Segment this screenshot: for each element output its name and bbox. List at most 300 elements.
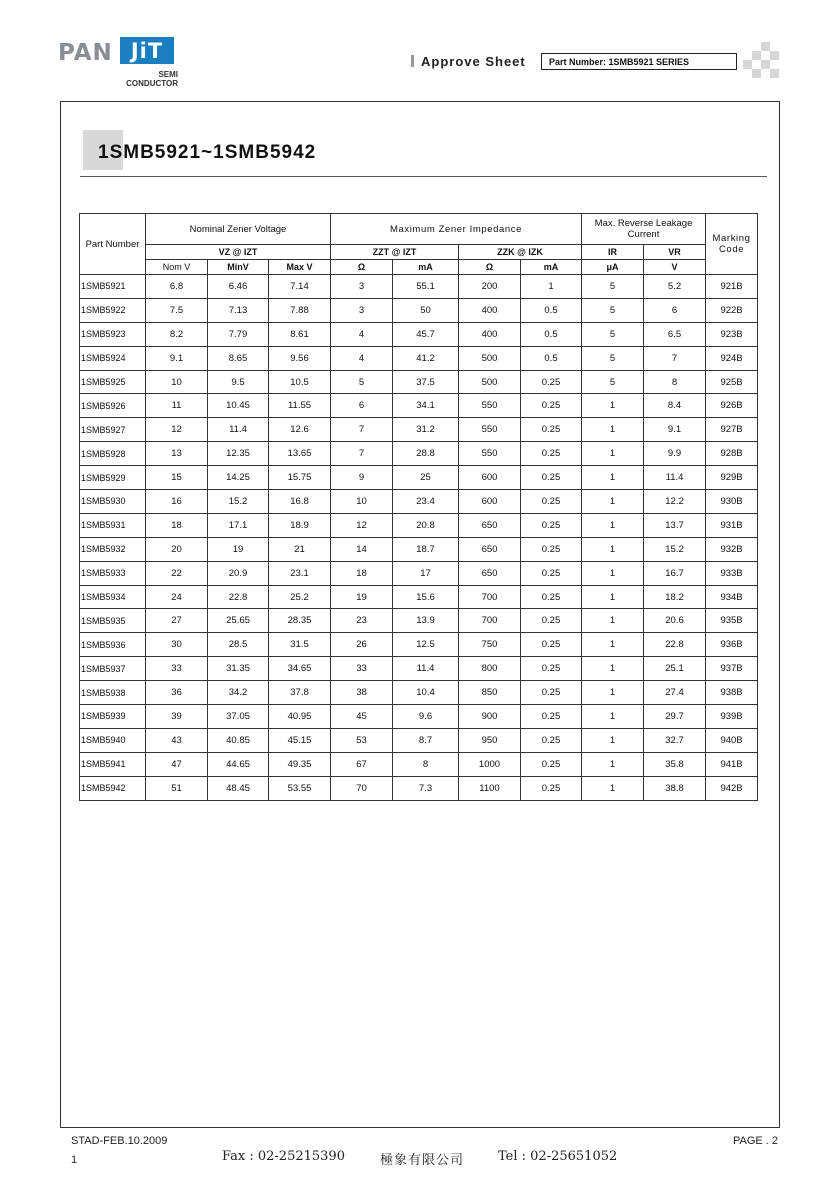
- cell-part-number: 1SMB5924: [80, 346, 146, 370]
- document-code: STAD-FEB.10.2009: [71, 1135, 168, 1147]
- cell-marking-code: 939B: [706, 705, 758, 729]
- cell-izk: 0.5: [521, 298, 582, 322]
- table-row: [80, 561, 758, 585]
- cell-izk: 0.25: [521, 681, 582, 705]
- cell-izk: 0.25: [521, 776, 582, 800]
- cell-part-number: 1SMB5925: [80, 370, 146, 394]
- heading-bar-icon: [411, 55, 414, 67]
- cell-min-v: 15.2: [208, 490, 269, 514]
- cell-zzt: 3: [331, 298, 393, 322]
- cell-zzk: 650: [459, 561, 521, 585]
- cell-marking-code: 925B: [706, 370, 758, 394]
- cell-part-number: 1SMB5932: [80, 537, 146, 561]
- table-row: [80, 466, 758, 490]
- footer-number: 1: [71, 1154, 78, 1166]
- cell-zzk: 400: [459, 298, 521, 322]
- cell-marking-code: 921B: [706, 275, 758, 299]
- cell-max-v: 34.65: [269, 657, 331, 681]
- cell-max-v: 45.15: [269, 728, 331, 752]
- cell-ir: 1: [582, 705, 644, 729]
- unit-izk-ma: mA: [521, 260, 582, 275]
- cell-ir: 1: [582, 561, 644, 585]
- cell-zzt: 26: [331, 633, 393, 657]
- title-divider: [80, 176, 767, 177]
- cell-izk: 1: [521, 275, 582, 299]
- cell-zzt: 7: [331, 442, 393, 466]
- spec-table-body: [80, 275, 758, 801]
- cell-nom-v: 47: [146, 752, 208, 776]
- cell-izt: 8: [393, 752, 459, 776]
- cell-part-number: 1SMB5940: [80, 728, 146, 752]
- page-indicator: PAGE . 2: [733, 1135, 779, 1147]
- cell-izk: 0.5: [521, 322, 582, 346]
- cell-min-v: 28.5: [208, 633, 269, 657]
- cell-izt: 12.5: [393, 633, 459, 657]
- cell-izt: 7.3: [393, 776, 459, 800]
- cell-zzk: 500: [459, 370, 521, 394]
- cell-zzt: 7: [331, 418, 393, 442]
- cell-marking-code: 923B: [706, 322, 758, 346]
- cell-nom-v: 13: [146, 442, 208, 466]
- cell-nom-v: 16: [146, 490, 208, 514]
- cell-nom-v: 22: [146, 561, 208, 585]
- cell-zzt: 9: [331, 466, 393, 490]
- company-name: 極象有限公司: [380, 1153, 465, 1168]
- cell-zzk: 650: [459, 513, 521, 537]
- cell-zzt: 3: [331, 275, 393, 299]
- cell-nom-v: 7.5: [146, 298, 208, 322]
- cell-min-v: 31.35: [208, 657, 269, 681]
- logo-semi-line: SEMI: [158, 70, 178, 79]
- cell-nom-v: 51: [146, 776, 208, 800]
- cell-max-v: 12.6: [269, 418, 331, 442]
- cell-max-v: 21: [269, 537, 331, 561]
- cell-min-v: 6.46: [208, 275, 269, 299]
- cell-nom-v: 10: [146, 370, 208, 394]
- fax-number: Fax : 02-25215390: [222, 1149, 345, 1164]
- cell-zzt: 38: [331, 681, 393, 705]
- cell-nom-v: 36: [146, 681, 208, 705]
- cell-nom-v: 24: [146, 585, 208, 609]
- cell-zzt: 12: [331, 513, 393, 537]
- cell-izk: 0.25: [521, 537, 582, 561]
- cell-zzk: 550: [459, 394, 521, 418]
- cell-ir: 1: [582, 752, 644, 776]
- cell-marking-code: 928B: [706, 442, 758, 466]
- cell-izk: 0.25: [521, 633, 582, 657]
- cell-ir: 5: [582, 275, 644, 299]
- cell-marking-code: 940B: [706, 728, 758, 752]
- cell-min-v: 48.45: [208, 776, 269, 800]
- cell-zzk: 600: [459, 466, 521, 490]
- cell-max-v: 7.88: [269, 298, 331, 322]
- cell-nom-v: 18: [146, 513, 208, 537]
- cell-max-v: 53.55: [269, 776, 331, 800]
- cell-marking-code: 926B: [706, 394, 758, 418]
- cell-min-v: 7.13: [208, 298, 269, 322]
- cell-vr: 7: [644, 346, 706, 370]
- cell-izt: 45.7: [393, 322, 459, 346]
- cell-zzk: 1000: [459, 752, 521, 776]
- cell-izt: 17: [393, 561, 459, 585]
- unit-nom-v: Nom V: [146, 260, 208, 275]
- cell-izk: 0.25: [521, 418, 582, 442]
- table-row: [80, 394, 758, 418]
- logo-conductor-line: CONDUCTOR: [126, 79, 178, 88]
- cell-vr: 5.2: [644, 275, 706, 299]
- logo-pan-text: PAN: [58, 40, 113, 66]
- cell-zzk: 650: [459, 537, 521, 561]
- header-ir: IR: [582, 245, 644, 260]
- cell-part-number: 1SMB5928: [80, 442, 146, 466]
- table-row: [80, 728, 758, 752]
- cell-part-number: 1SMB5933: [80, 561, 146, 585]
- cell-min-v: 17.1: [208, 513, 269, 537]
- cell-min-v: 19: [208, 537, 269, 561]
- cell-vr: 16.7: [644, 561, 706, 585]
- cell-nom-v: 15: [146, 466, 208, 490]
- cell-nom-v: 33: [146, 657, 208, 681]
- cell-min-v: 25.65: [208, 609, 269, 633]
- cell-zzt: 10: [331, 490, 393, 514]
- cell-part-number: 1SMB5931: [80, 513, 146, 537]
- unit-izt-ma: mA: [393, 260, 459, 275]
- cell-zzk: 700: [459, 585, 521, 609]
- page-title: 1SMB5921~1SMB5942: [98, 142, 317, 163]
- header-max-zener-impedance: Maximum Zener Impedance: [331, 214, 582, 245]
- cell-izt: 25: [393, 466, 459, 490]
- cell-zzt: 4: [331, 322, 393, 346]
- unit-max-v: Max V: [269, 260, 331, 275]
- cell-izk: 0.25: [521, 490, 582, 514]
- cell-nom-v: 6.8: [146, 275, 208, 299]
- cell-max-v: 7.14: [269, 275, 331, 299]
- cell-marking-code: 929B: [706, 466, 758, 490]
- cell-izt: 50: [393, 298, 459, 322]
- table-row: [80, 633, 758, 657]
- cell-nom-v: 11: [146, 394, 208, 418]
- cell-part-number: 1SMB5929: [80, 466, 146, 490]
- table-row: [80, 513, 758, 537]
- header-nominal-zener-voltage: Nominal Zener Voltage: [146, 214, 331, 245]
- cell-nom-v: 8.2: [146, 322, 208, 346]
- cell-vr: 35.8: [644, 752, 706, 776]
- cell-ir: 5: [582, 298, 644, 322]
- cell-izt: 8.7: [393, 728, 459, 752]
- cell-zzk: 950: [459, 728, 521, 752]
- cell-max-v: 16.8: [269, 490, 331, 514]
- cell-min-v: 11.4: [208, 418, 269, 442]
- cell-zzt: 53: [331, 728, 393, 752]
- cell-ir: 1: [582, 537, 644, 561]
- cell-izk: 0.25: [521, 513, 582, 537]
- cell-max-v: 49.35: [269, 752, 331, 776]
- table-row: [80, 490, 758, 514]
- cell-marking-code: 931B: [706, 513, 758, 537]
- cell-nom-v: 9.1: [146, 346, 208, 370]
- cell-max-v: 25.2: [269, 585, 331, 609]
- cell-vr: 9.1: [644, 418, 706, 442]
- cell-vr: 15.2: [644, 537, 706, 561]
- cell-zzt: 14: [331, 537, 393, 561]
- cell-izt: 41.2: [393, 346, 459, 370]
- cell-zzk: 600: [459, 490, 521, 514]
- cell-ir: 5: [582, 370, 644, 394]
- cell-zzt: 18: [331, 561, 393, 585]
- cell-vr: 38.8: [644, 776, 706, 800]
- cell-izk: 0.25: [521, 466, 582, 490]
- cell-marking-code: 937B: [706, 657, 758, 681]
- cell-vr: 25.1: [644, 657, 706, 681]
- cell-izk: 0.25: [521, 561, 582, 585]
- cell-marking-code: 942B: [706, 776, 758, 800]
- cell-ir: 1: [582, 728, 644, 752]
- cell-zzk: 800: [459, 657, 521, 681]
- unit-ir-ua: μA: [582, 260, 644, 275]
- cell-izk: 0.25: [521, 657, 582, 681]
- cell-zzt: 6: [331, 394, 393, 418]
- cell-vr: 27.4: [644, 681, 706, 705]
- cell-part-number: 1SMB5922: [80, 298, 146, 322]
- cell-nom-v: 39: [146, 705, 208, 729]
- cell-zzt: 23: [331, 609, 393, 633]
- cell-zzt: 19: [331, 585, 393, 609]
- cell-part-number: 1SMB5936: [80, 633, 146, 657]
- cell-max-v: 28.35: [269, 609, 331, 633]
- cell-izk: 0.25: [521, 370, 582, 394]
- cell-max-v: 9.56: [269, 346, 331, 370]
- table-row: [80, 585, 758, 609]
- cell-nom-v: 27: [146, 609, 208, 633]
- cell-zzt: 33: [331, 657, 393, 681]
- header-zzt: ZZT @ IZT: [331, 245, 459, 260]
- cell-izt: 28.8: [393, 442, 459, 466]
- checker-decoration-icon: [743, 42, 779, 78]
- cell-vr: 6: [644, 298, 706, 322]
- cell-part-number: 1SMB5923: [80, 322, 146, 346]
- cell-ir: 1: [582, 442, 644, 466]
- cell-max-v: 31.5: [269, 633, 331, 657]
- cell-izt: 34.1: [393, 394, 459, 418]
- cell-izt: 13.9: [393, 609, 459, 633]
- header-vz: VZ @ IZT: [146, 245, 331, 260]
- cell-ir: 1: [582, 633, 644, 657]
- cell-izk: 0.25: [521, 752, 582, 776]
- cell-marking-code: 933B: [706, 561, 758, 585]
- cell-izt: 23.4: [393, 490, 459, 514]
- table-row: [80, 537, 758, 561]
- part-number-box: Part Number: 1SMB5921 SERIES: [541, 53, 737, 70]
- unit-min-v: MinV: [208, 260, 269, 275]
- cell-max-v: 15.75: [269, 466, 331, 490]
- cell-part-number: 1SMB5942: [80, 776, 146, 800]
- cell-marking-code: 936B: [706, 633, 758, 657]
- table-row: [80, 418, 758, 442]
- cell-min-v: 8.65: [208, 346, 269, 370]
- cell-ir: 5: [582, 322, 644, 346]
- cell-marking-code: 927B: [706, 418, 758, 442]
- table-row: [80, 322, 758, 346]
- cell-max-v: 37.8: [269, 681, 331, 705]
- cell-min-v: 7.79: [208, 322, 269, 346]
- cell-nom-v: 20: [146, 537, 208, 561]
- cell-izt: 9.6: [393, 705, 459, 729]
- cell-part-number: 1SMB5930: [80, 490, 146, 514]
- table-row: [80, 370, 758, 394]
- cell-max-v: 40.95: [269, 705, 331, 729]
- cell-zzt: 4: [331, 346, 393, 370]
- cell-vr: 8: [644, 370, 706, 394]
- tel-number: Tel : 02-25651052: [498, 1149, 618, 1164]
- header-leakage-current: Max. Reverse Leakage Current: [582, 214, 706, 245]
- header-zzk: ZZK @ IZK: [459, 245, 582, 260]
- cell-max-v: 8.61: [269, 322, 331, 346]
- table-row: [80, 776, 758, 800]
- cell-nom-v: 12: [146, 418, 208, 442]
- cell-marking-code: 922B: [706, 298, 758, 322]
- cell-izt: 55.1: [393, 275, 459, 299]
- cell-izt: 15.6: [393, 585, 459, 609]
- header-vr: VR: [644, 245, 706, 260]
- cell-vr: 22.8: [644, 633, 706, 657]
- cell-zzk: 750: [459, 633, 521, 657]
- cell-ir: 1: [582, 394, 644, 418]
- cell-zzt: 45: [331, 705, 393, 729]
- cell-vr: 29.7: [644, 705, 706, 729]
- cell-ir: 1: [582, 418, 644, 442]
- cell-min-v: 44.65: [208, 752, 269, 776]
- spec-table: [79, 213, 758, 801]
- cell-vr: 11.4: [644, 466, 706, 490]
- cell-vr: 13.7: [644, 513, 706, 537]
- cell-izt: 31.2: [393, 418, 459, 442]
- cell-part-number: 1SMB5926: [80, 394, 146, 418]
- cell-part-number: 1SMB5927: [80, 418, 146, 442]
- cell-ir: 1: [582, 681, 644, 705]
- cell-nom-v: 30: [146, 633, 208, 657]
- cell-marking-code: 924B: [706, 346, 758, 370]
- cell-ir: 1: [582, 490, 644, 514]
- cell-zzk: 550: [459, 418, 521, 442]
- cell-izk: 0.25: [521, 394, 582, 418]
- table-row: [80, 752, 758, 776]
- cell-ir: 1: [582, 657, 644, 681]
- cell-min-v: 14.25: [208, 466, 269, 490]
- cell-max-v: 23.1: [269, 561, 331, 585]
- cell-ir: 1: [582, 776, 644, 800]
- cell-max-v: 13.65: [269, 442, 331, 466]
- cell-vr: 8.4: [644, 394, 706, 418]
- cell-zzt: 5: [331, 370, 393, 394]
- cell-izt: 18.7: [393, 537, 459, 561]
- logo-jit-text: JiT: [120, 37, 174, 64]
- logo-semiconductor-text: [58, 70, 178, 88]
- cell-nom-v: 43: [146, 728, 208, 752]
- cell-ir: 1: [582, 585, 644, 609]
- table-row: [80, 298, 758, 322]
- cell-izk: 0.25: [521, 585, 582, 609]
- panjit-logo: [58, 40, 188, 88]
- cell-vr: 12.2: [644, 490, 706, 514]
- cell-min-v: 12.35: [208, 442, 269, 466]
- cell-max-v: 11.55: [269, 394, 331, 418]
- cell-part-number: 1SMB5938: [80, 681, 146, 705]
- approve-sheet-label: Approve Sheet: [421, 54, 526, 69]
- cell-zzk: 200: [459, 275, 521, 299]
- cell-vr: 18.2: [644, 585, 706, 609]
- cell-marking-code: 932B: [706, 537, 758, 561]
- cell-izk: 0.25: [521, 442, 582, 466]
- table-row: [80, 681, 758, 705]
- cell-izt: 11.4: [393, 657, 459, 681]
- cell-part-number: 1SMB5939: [80, 705, 146, 729]
- header-marking-code: Marking Code: [706, 214, 758, 275]
- table-row: [80, 275, 758, 299]
- cell-zzk: 700: [459, 609, 521, 633]
- table-row: [80, 442, 758, 466]
- unit-zzk-ohm: Ω: [459, 260, 521, 275]
- cell-part-number: 1SMB5941: [80, 752, 146, 776]
- cell-zzt: 67: [331, 752, 393, 776]
- table-row: [80, 346, 758, 370]
- cell-marking-code: 935B: [706, 609, 758, 633]
- cell-part-number: 1SMB5935: [80, 609, 146, 633]
- cell-marking-code: 938B: [706, 681, 758, 705]
- cell-zzk: 1100: [459, 776, 521, 800]
- cell-izk: 0.5: [521, 346, 582, 370]
- cell-min-v: 34.2: [208, 681, 269, 705]
- cell-izk: 0.25: [521, 609, 582, 633]
- cell-ir: 1: [582, 609, 644, 633]
- cell-vr: 20.6: [644, 609, 706, 633]
- cell-part-number: 1SMB5921: [80, 275, 146, 299]
- cell-max-v: 10.5: [269, 370, 331, 394]
- cell-min-v: 22.8: [208, 585, 269, 609]
- cell-izt: 37.5: [393, 370, 459, 394]
- cell-part-number: 1SMB5937: [80, 657, 146, 681]
- cell-marking-code: 941B: [706, 752, 758, 776]
- cell-izt: 20.8: [393, 513, 459, 537]
- cell-ir: 1: [582, 513, 644, 537]
- cell-vr: 6.5: [644, 322, 706, 346]
- cell-ir: 1: [582, 466, 644, 490]
- cell-min-v: 40.85: [208, 728, 269, 752]
- cell-marking-code: 934B: [706, 585, 758, 609]
- cell-min-v: 37.05: [208, 705, 269, 729]
- cell-min-v: 20.9: [208, 561, 269, 585]
- approve-sheet-heading: [411, 54, 526, 69]
- cell-vr: 32.7: [644, 728, 706, 752]
- cell-zzk: 400: [459, 322, 521, 346]
- cell-max-v: 18.9: [269, 513, 331, 537]
- cell-zzk: 500: [459, 346, 521, 370]
- unit-vr-v: V: [644, 260, 706, 275]
- cell-izk: 0.25: [521, 705, 582, 729]
- unit-zzt-ohm: Ω: [331, 260, 393, 275]
- cell-ir: 5: [582, 346, 644, 370]
- table-row: [80, 705, 758, 729]
- cell-part-number: 1SMB5934: [80, 585, 146, 609]
- table-row: [80, 609, 758, 633]
- cell-izt: 10.4: [393, 681, 459, 705]
- header-part-number: Part Number: [80, 214, 146, 275]
- cell-min-v: 10.45: [208, 394, 269, 418]
- cell-izk: 0.25: [521, 728, 582, 752]
- cell-zzk: 550: [459, 442, 521, 466]
- cell-zzk: 850: [459, 681, 521, 705]
- cell-marking-code: 930B: [706, 490, 758, 514]
- cell-zzt: 70: [331, 776, 393, 800]
